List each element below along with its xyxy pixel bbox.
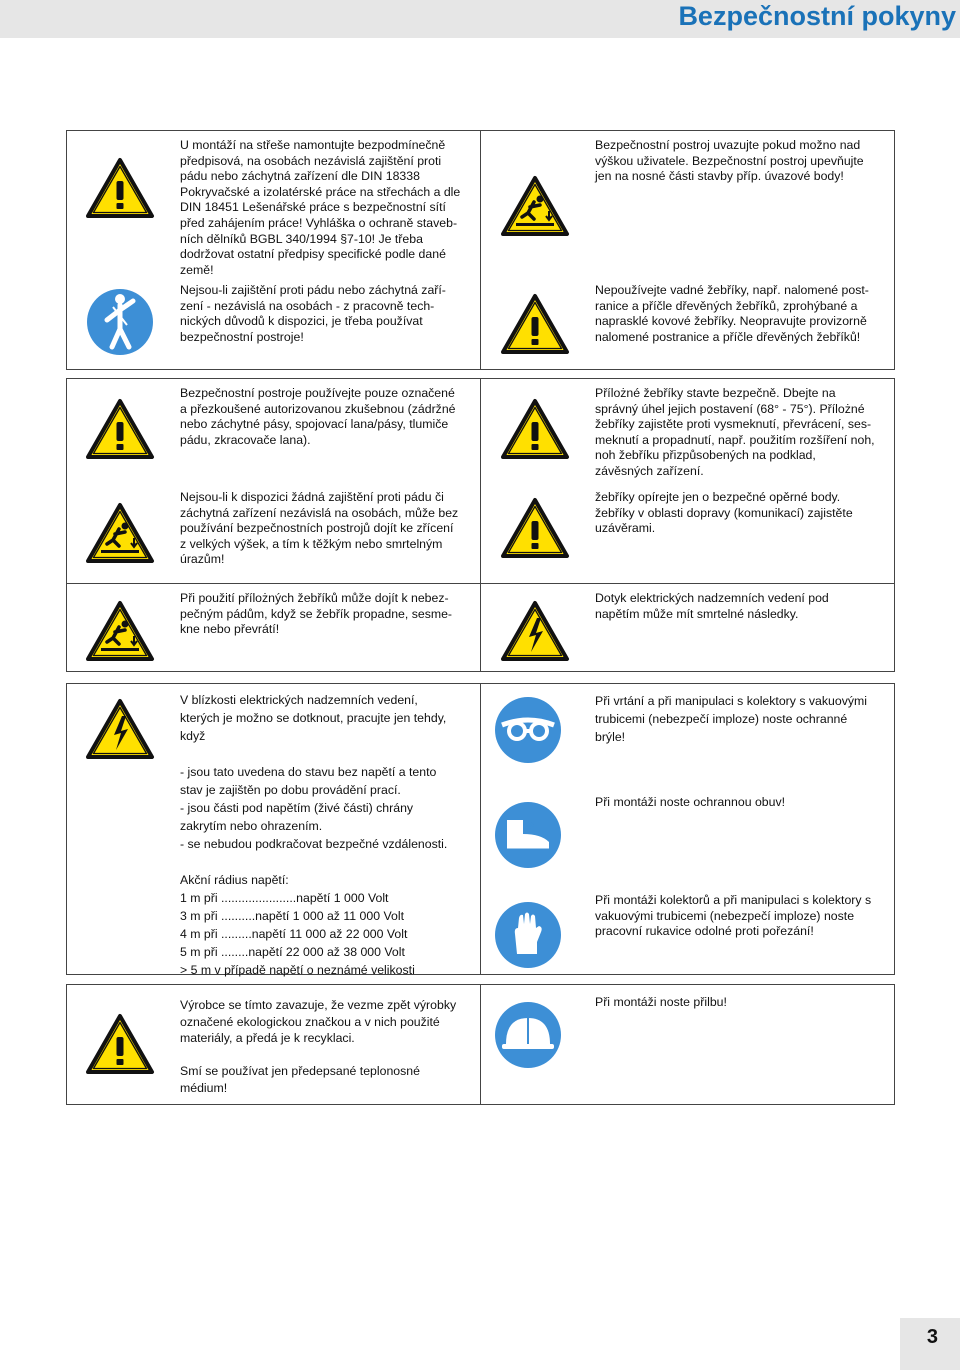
warning-exclamation-icon	[85, 398, 155, 460]
page-footer	[900, 1318, 960, 1370]
instruction-text: Při montáži noste ochrannou obuv!	[595, 795, 786, 809]
instruction-text: U montáží na střeše namontujte bezpodmínečně předpisová, na osobách nezávislá zajištění proti pádu nebo záchytná zařízení dle DIN 18338 Pokryvačské a izolatérské práce na střechách a dle DIN 18451 Lešenářské práce s bezpečnostní sítí před zahájením práce! Vyhláška o ochraně staveb- ních dělníků BGBL 340/1994 §7-10! Je třeba dodržovat ostatní předpisy specifické podle dané země!	[180, 138, 461, 277]
warning-exclamation-icon	[500, 293, 570, 355]
instruction-text: Při montáži noste přilbu!	[595, 995, 727, 1009]
safety-boot-icon	[493, 800, 563, 870]
safety-goggles-icon	[493, 695, 563, 765]
warning-exclamation-icon	[500, 398, 570, 460]
warning-exclamation-icon	[500, 497, 570, 559]
instruction-text: Při vrtání a při manipulaci s kolektory s vakuovými trubicemi (nebezpečí imploze) noste ochranné brýle!	[595, 694, 867, 744]
warning-exclamation-icon	[85, 1013, 155, 1075]
instruction-text: Bezpečnostní postroj uvazujte pokud možno nad výškou uživatele. Bezpečnostní postroj upevňujte jen na nosné části stavby příp. úvazové body!	[595, 138, 864, 184]
high-voltage-warning-icon	[85, 698, 155, 760]
falling-person-warning-icon	[85, 502, 155, 564]
instruction-text: Výrobce se tímto zavazuje, že vezme zpět výrobky označené ekologickou značkou a v nich použité materiály, a předá je k recyklaci. Smí se používat jen předepsané teplonosné médium!	[180, 998, 457, 1095]
warning-exclamation-icon	[85, 157, 155, 219]
page-header	[0, 0, 960, 38]
instruction-text: Nejsou-li zajištění proti pádu nebo záchytná zaří- zení - nezávislá na osobách - z pracovně tech- nických důvodů k dispozici, je třeba používat bezpečnostní postroje!	[180, 283, 446, 344]
safety-harness-icon	[85, 287, 155, 357]
falling-person-warning-icon	[500, 175, 570, 237]
instruction-text: Nejsou-li k dispozici žádná zajištění proti pádu či záchytná zařízení nezávislá na osobách, může bez používání bezpečnostních postrojů dojít ke zřícení z velkých výšek, a tím k těžkým nebo smrtelným úrazům!	[180, 490, 459, 567]
falling-person-warning-icon	[85, 600, 155, 662]
page-number: 3	[926, 1326, 938, 1348]
instruction-text: Při montáži kolektorů a při manipulaci s kolektory s vakuovými trubicemi (nebezpečí imploze) noste pracovní rukavice odolné proti pořezání!	[595, 893, 872, 939]
instruction-text: Přílożné žebříky stavte bezpečně. Dbejte na správný úhel jejich postavení (68° - 75°). Přílożné žebříky zajistěte proti vysmeknutí, převrácení, ses- meknutí a propadnutí, např. použitím rozšíření noh, noh žebříku přizpůsobených na podklad, závěsných zařízení.	[595, 386, 875, 478]
safety-helmet-icon	[493, 1000, 563, 1070]
instruction-text: žebříky opírejte jen o bezpečné opěrné body. žebříky v oblasti dopravy (komunikací) zajistěte uzávěrami.	[595, 490, 853, 536]
instruction-text: V blízkosti elektrických nadzemních vedení, kterých je možno se dotknout, pracujte jen tehdy, když - jsou tato uvedena do stavu bez napětí a tento stav je zajištěn po dobu provádění prací. - jsou části pod napětím (živé části) chrány zakrytím nebo ohrazením. - se nebudou podkračovat bezpečné vzdálenosti. Akční rádius napětí: 1 m při ......................napětí 1 000 Volt 3 m při ..........napětí 1 000 až 11 000 Volt 4 m při .........napětí 11 000 až 22 000 Volt 5 m při ........napětí 22 000 až 38 000 Volt > 5 m v případě napětí o neznámé velikosti	[180, 693, 448, 977]
protective-glove-icon	[493, 900, 563, 970]
instruction-text: Nepoužívejte vadné žebříky, např. nalomené post- ranice a příčle dřevěných žebříků, zprohýbané a naprasklé kovové žebříky. Neopravujte provizorně nalomené postranice a příčle dřevěných žebříků!	[595, 283, 869, 344]
instruction-text: Bezpečnostní postroje používejte pouze označené a přezkoušené autorizovanou zkušebnou (zádržné nebo záchytné pásy, spojovací lana/pásy, tlumiče pádu, zkracovače lana).	[180, 386, 456, 447]
high-voltage-warning-icon	[500, 600, 570, 662]
instruction-text: Dotyk elektrických nadzemních vedení pod napětím může mít smrtelné následky.	[595, 591, 829, 621]
page-title: Bezpečnostní pokyny	[678, 1, 956, 31]
instruction-text: Při použití přílożných žebříků může dojít k nebez- pečným pádům, když se žebřík propadne, sesme- kne nebo převrátí!	[180, 591, 453, 637]
